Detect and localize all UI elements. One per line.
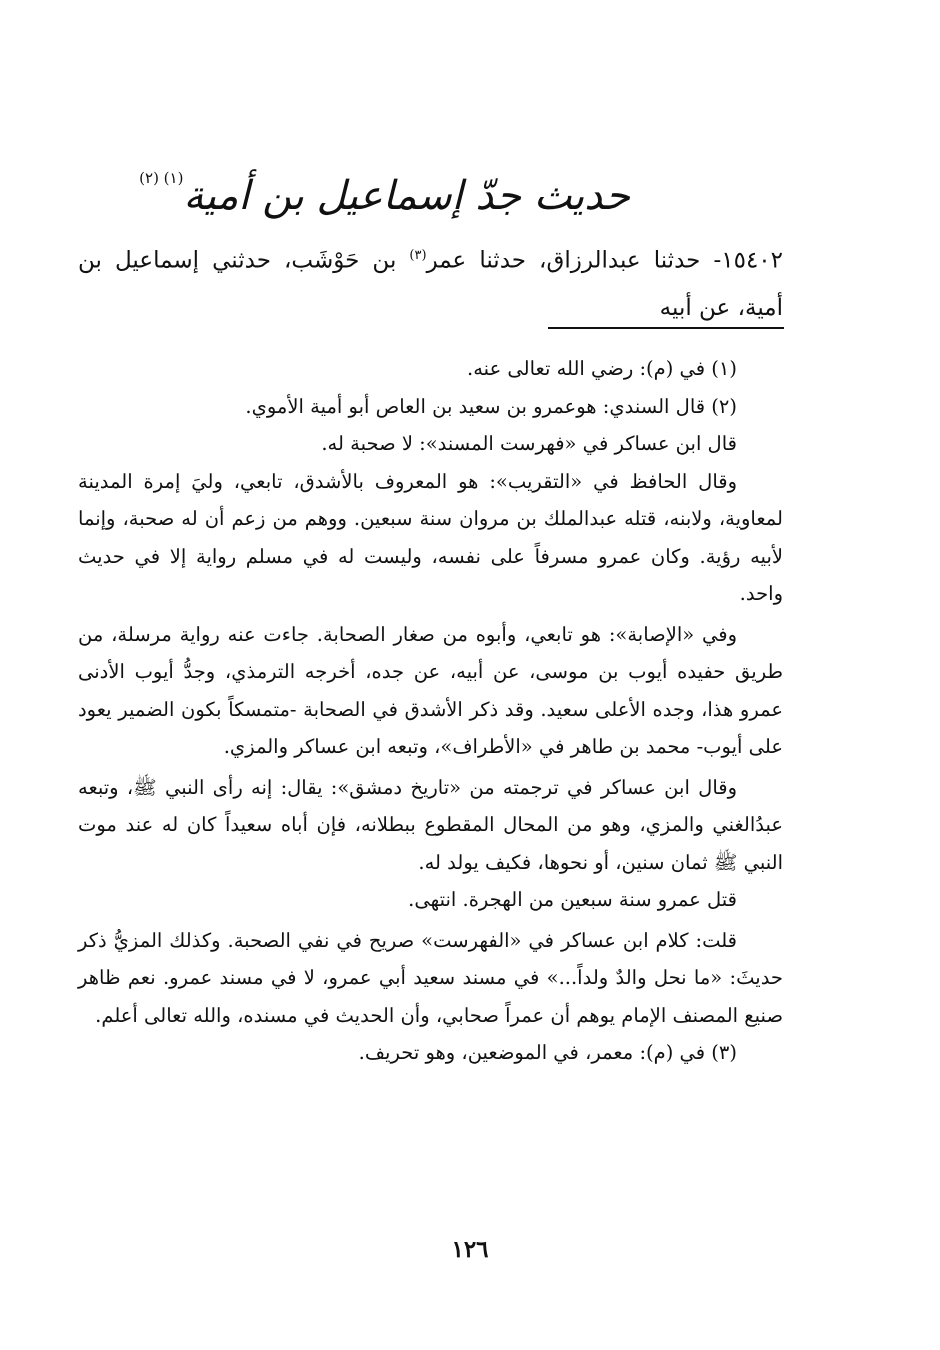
hadith-number: ١٥٤٠٢- <box>713 247 784 274</box>
footnote-1: (١) في (م): رضي الله تعالى عنه. <box>467 357 737 380</box>
title-footnote-marks: (١) (٢) <box>139 169 184 187</box>
footnote-paragraph: قلت: كلام ابن عساكر في «الفهرست» صريح في نفي الصحبة. وكذلك المزيُّ ذكر حديثَ: «ما نحل والدٌ ولداً...» في مسند سعيد أبي عمرو، لا في مسند عمرو. نعم ظاهر صنيع المصنف الإمام يوهم أن عمراً صحابي، وأن الحديث في مسنده، والله تعالى أعلم. <box>78 928 783 1027</box>
footnote-separator <box>548 327 784 329</box>
footnote-3: (٣) في (م): معمر، في الموضعين، وهو تحريف. <box>358 1041 737 1064</box>
hadith-footnote-ref: (٣) <box>409 248 427 263</box>
hadith-text-before: حدثنا عبدالرزاق، حدثنا عمر <box>426 247 701 274</box>
footnote-paragraph: وقال ابن عساكر في ترجمته من «تاريخ دمشق»: يقال: إنه رأى النبي ﷺ، وتبعه عبدُالغني والمزي، وهو من المحال المقطوع ببطلانه، فإن أباه سعيداً كان له عند موت النبي ﷺ ثمان سنين، أو نحوها، فكيف يولد له. <box>78 775 783 874</box>
chapter-title-text: حديث جدّ إسماعيل بن أمية <box>183 173 630 219</box>
footnote-paragraph: وقال الحافظ في «التقريب»: هو المعروف بالأشدق، تابعي، وليَ إمرة المدينة لمعاوية، ولابنه، قتله عبدالملك بن مروان سنة سبعين. ووهم من زعم أن له صحبة، وإنما لأبيه رؤية. وكان عمرو مسرفاً على نفسه، وليست له في مسلم رواية إلا في حديث واحد. <box>78 469 783 605</box>
footnotes <box>78 350 783 1072</box>
footnote-2: (٢) قال السندي: هوعمرو بن سعيد بن العاص أبو أمية الأموي. <box>245 394 737 418</box>
chapter-title <box>139 148 630 226</box>
footnote-paragraph: قتل عمرو سنة سبعين من الهجرة. انتهى. <box>408 888 737 911</box>
footnote-paragraph: وفي «الإصابة»: هو تابعي، وأبوه من صغار الصحابة. جاءت عنه رواية مرسلة، من طريق حفيده أيوب بن موسى، عن أبيه، عن جده، أخرجه الترمذي، وجدُّ أيوب الأدنى عمرو هذا، وجده الأعلى سعيد. وقد ذكر الأشدق في الصحابة -متمسكاً بكون الضمير يعود على أيوب- محمد بن طاهر في «الأطراف»، وتبعه ابن عساكر والمزي. <box>78 622 783 758</box>
hadith-text-after: بن حَوْشَب، حدثني إسماعيل بن أمية، عن أبيه <box>78 247 783 321</box>
footnote-paragraph: قال ابن عساكر في «فهرست المسند»: لا صحبة له. <box>321 432 737 455</box>
hadith-text <box>78 232 783 332</box>
page-number: ١٢٦ <box>451 1236 489 1263</box>
